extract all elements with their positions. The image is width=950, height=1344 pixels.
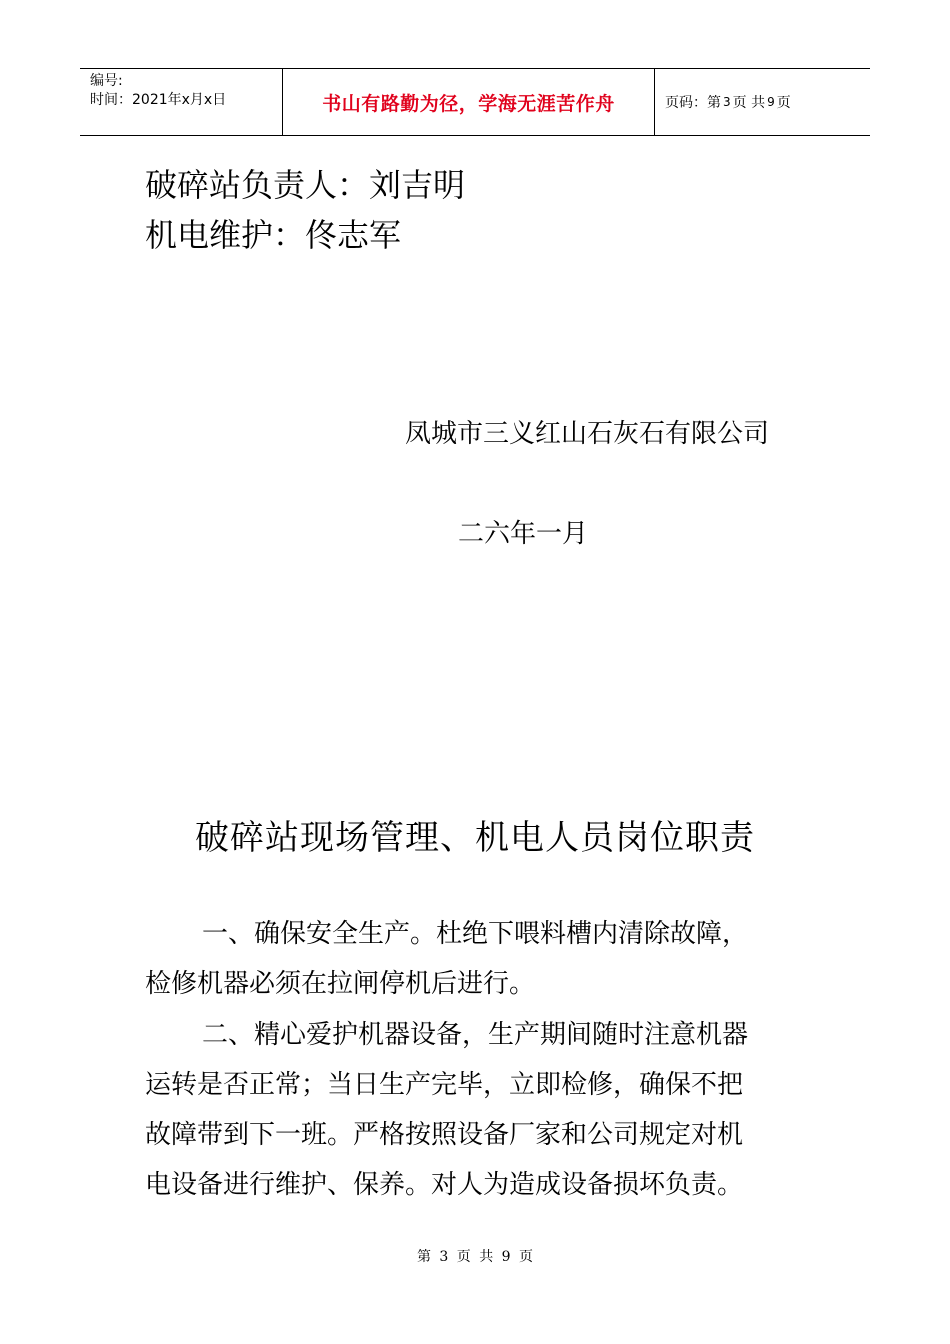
page-current: 3 [723,95,731,109]
page-suffix: 页 [776,95,791,111]
page-footer: 第 3 页 共 9 页 [416,1249,534,1265]
document-title: 破碎站现场管理、机电人员岗位职责 [195,818,755,858]
paragraph-line-2: 检修机器必须在拉闸停机后进行。 [145,969,536,999]
paragraph-line-4: 运转是否正常；当日生产完毕，立即检修，确保不把 [145,1070,744,1100]
document-date: 二六年一月 [458,519,589,549]
page-mid: 页 共 [732,95,766,111]
paragraph-line-3: 二、精心爱护机器设备，生产期间随时注意机器 [202,1020,749,1050]
paragraph-line-6: 电设备进行维护、保养。对人为造成设备损坏负责。 [145,1170,744,1200]
page-prefix: 页码：第 [665,95,721,111]
header-left-cell [80,69,282,135]
header-motto: 书山有路勤为径，学海无涯苦作舟 [282,69,655,135]
paragraph-line-1: 一、确保安全生产。杜绝下喂料槽内清除故障， [202,919,749,949]
header-page-info [655,69,870,135]
page-total: 9 [767,95,775,109]
code-label: 编号: [90,73,123,89]
page-header [80,68,870,136]
paragraph-line-5: 故障带到下一班。严格按照设备厂家和公司规定对机 [145,1120,744,1150]
mech-maintenance-line: 机电维护：佟志军 [145,216,402,254]
time-label: 时间：2021年x月x日 [90,92,227,108]
station-manager-line: 破碎站负责人：刘吉明 [145,166,466,204]
company-name: 凤城市三义红山石灰石有限公司 [405,419,770,449]
